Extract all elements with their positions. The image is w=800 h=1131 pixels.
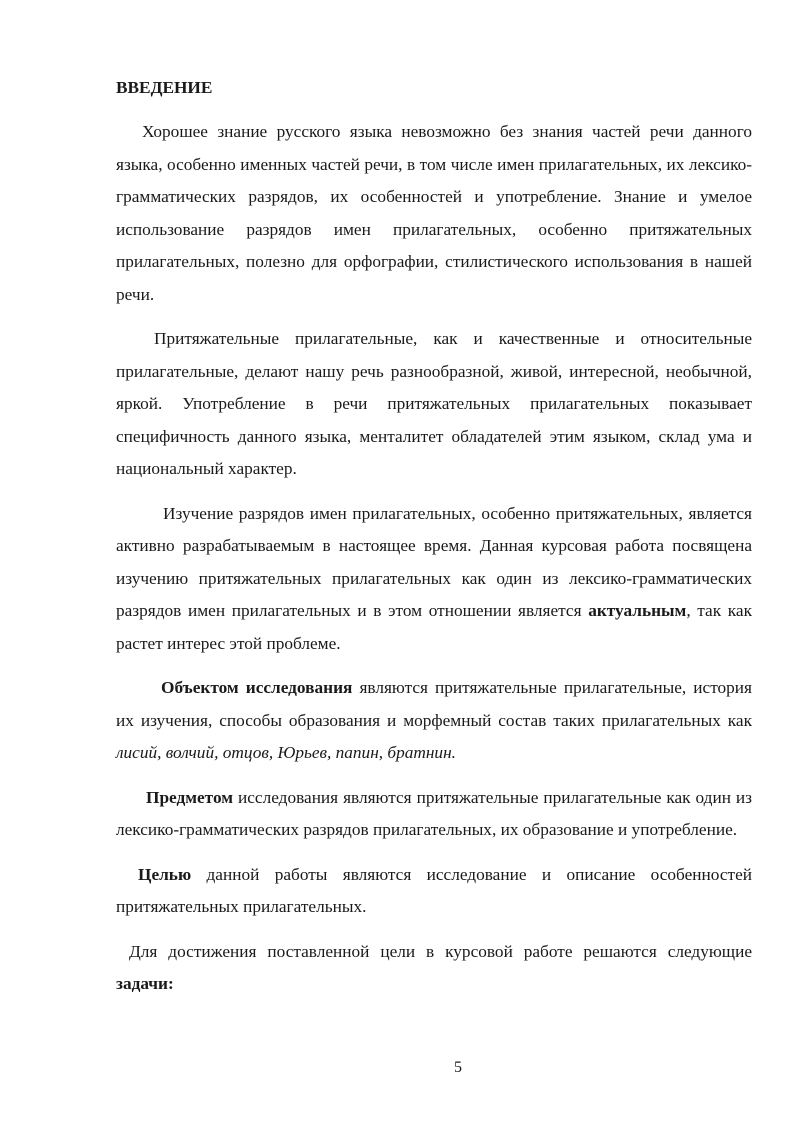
paragraph-possessive-adjectives: Притяжательные прилагательные, как и качественные и относительные прилагательные, делают нашу речь разнообразной, живой, интересной, необычной, яркой. Употребление в речи притяжательных прилагательных показывает специфичность данного языка, менталитет обладателей этим языком, склад ума и национальный характер.: [116, 329, 752, 478]
object-examples: лисий, волчий, отцов, Юрьев, папин, братнин.: [116, 743, 456, 762]
paragraph-relevance: [116, 498, 752, 661]
relevance-text: Изучение разрядов имен прилагательных, особенно притяжательных, является активно разрабатываемым в настоящее время. Данная курсовая работа посвящена изучению притяжательных прилагательных как один из лексико-грамматических разрядов имен прилагательных и в этом отношении является: [116, 503, 752, 620]
paragraph-goal: [116, 859, 752, 924]
tasks-text: Для достижения поставленной цели в курсовой работе решаются следующие: [129, 941, 752, 961]
document-page: [116, 72, 752, 1001]
subject-keyword: Предметом: [146, 787, 234, 807]
paragraph-object: [116, 672, 752, 770]
relevance-tail: , так как растет интерес этой проблеме.: [116, 601, 752, 653]
section-heading: ВВЕДЕНИЕ: [116, 78, 213, 97]
goal-text: данной работы являются исследование и описание особенностей притяжательных прилагательных.: [116, 864, 752, 916]
object-keyword: Объектом исследования: [161, 678, 353, 697]
paragraph-intro: Хорошее знание русского языка невозможно без знания частей речи данного языка, особенно именных частей речи, в том числе имен прилагательных, их лексико-грамматических разрядов, их особенностей и употребление. Знание и умелое использование разрядов имен прилагательных, особенно притяжательных прилагательных, полезно для орфографии, стилистического использования в нашей речи.: [116, 122, 752, 304]
relevance-keyword: актуальным: [588, 601, 687, 620]
paragraph-tasks: [116, 936, 752, 1001]
object-text: являются притяжательные прилагательные, история их изучения, способы образования и морфемный состав таких прилагательных как: [116, 678, 752, 730]
goal-keyword: Целью: [138, 864, 192, 884]
subject-text: исследования являются притяжательные прилагательные как один из лексико-грамматических разрядов прилагательных, их образование и употребление.: [116, 787, 752, 839]
tasks-keyword: задачи:: [116, 974, 174, 993]
page-number: 5: [454, 1059, 462, 1076]
paragraph-subject: [116, 782, 752, 847]
